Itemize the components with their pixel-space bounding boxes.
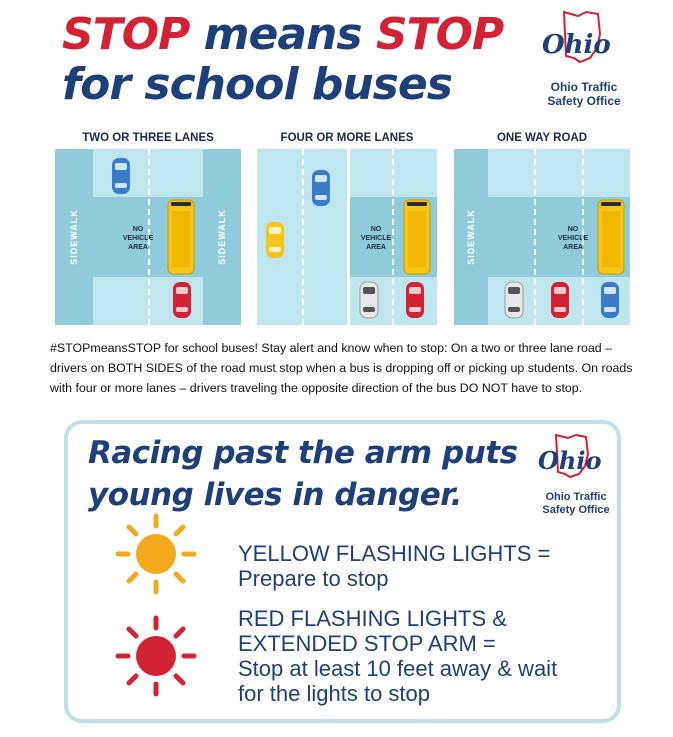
headline-line-2: for school buses <box>62 59 452 110</box>
no-vehicle-area-label: NO VEHICLE AREA <box>557 226 589 251</box>
diagram-two-three-lanes <box>55 149 241 325</box>
school-bus-icon <box>167 199 195 275</box>
headline-stop-2: STOP <box>375 9 504 60</box>
sidewalk-label: SIDEWALK <box>217 209 227 265</box>
lane-divider <box>302 149 304 325</box>
ohio-logo-bottom <box>536 432 616 522</box>
red-lights-line-1: RED FLASHING LIGHTS & <box>238 606 507 631</box>
info-title-line-2: young lives in danger. <box>88 477 462 513</box>
ohio-logo-top <box>540 8 628 108</box>
red-car-icon <box>550 281 570 319</box>
blue-car-icon <box>600 281 620 319</box>
info-title-line-1: Racing past the arm puts <box>88 435 518 471</box>
blue-car-icon <box>111 157 131 195</box>
white-car-icon <box>504 281 524 319</box>
sidewalk-left <box>55 149 93 325</box>
school-bus-icon <box>403 199 431 275</box>
sidewalk-label: SIDEWALK <box>69 209 79 265</box>
sidewalk-label: SIDEWALK <box>466 209 476 265</box>
lane-divider <box>392 149 394 325</box>
diagram-label-two-three: TWO OR THREE LANES <box>82 132 214 144</box>
blue-car-icon <box>311 169 331 207</box>
red-lights-line-4: for the lights to stop <box>238 681 430 706</box>
lane-divider <box>582 149 584 325</box>
logo-line-1: Ohio Traffic <box>550 80 618 94</box>
yellow-lights-line-2: Prepare to stop <box>238 566 389 591</box>
logo-line-2: Safety Office <box>542 504 610 516</box>
yellow-lights-line-1: YELLOW FLASHING LIGHTS = <box>238 541 551 566</box>
lane-divider <box>148 149 150 325</box>
headline-means: means <box>189 9 376 60</box>
yellow-sun-icon <box>114 512 198 596</box>
diagram-four-more-lanes <box>257 149 437 325</box>
red-lights-line-3: Stop at least 10 feet away & wait <box>238 656 558 681</box>
headline-line-1 <box>62 9 504 60</box>
lane-divider <box>534 149 536 325</box>
ohio-wordmark: Ohio <box>542 30 611 60</box>
diagram-one-way-road <box>454 149 630 325</box>
yellow-car-icon <box>265 221 285 259</box>
school-bus-icon <box>597 199 625 275</box>
red-car-icon <box>172 281 192 319</box>
no-vehicle-area-label: NO VEHICLE AREA <box>360 226 392 251</box>
diagram-label-one-way: ONE WAY ROAD <box>496 132 588 144</box>
red-lights-line-2: EXTENDED STOP ARM = <box>238 631 496 656</box>
sidewalk-right <box>203 149 241 325</box>
center-line <box>347 149 350 325</box>
info-box <box>64 420 621 723</box>
logo-line-1: Ohio Traffic <box>545 491 607 503</box>
ohio-wordmark: Ohio <box>538 446 602 475</box>
logo-line-2: Safety Office <box>547 94 621 108</box>
red-car-icon <box>405 281 425 319</box>
caption-text: #STOPmeansSTOP for school buses! Stay alert and know when to stop: On a two or three lane road – drivers on BOTH SIDES of the road must stop when a bus is dropping off or picking up students. On roads with four or more lanes – drivers traveling the opposite direction of the bus DO NOT have to stop. <box>50 341 633 395</box>
sidewalk-left <box>454 149 488 325</box>
no-vehicle-area-label: NO VEHICLE AREA <box>122 226 154 251</box>
headline-stop-1: STOP <box>62 9 190 60</box>
white-car-icon <box>359 281 379 319</box>
diagram-label-four-more: FOUR OR MORE LANES <box>280 132 414 144</box>
red-sun-icon <box>114 614 198 698</box>
